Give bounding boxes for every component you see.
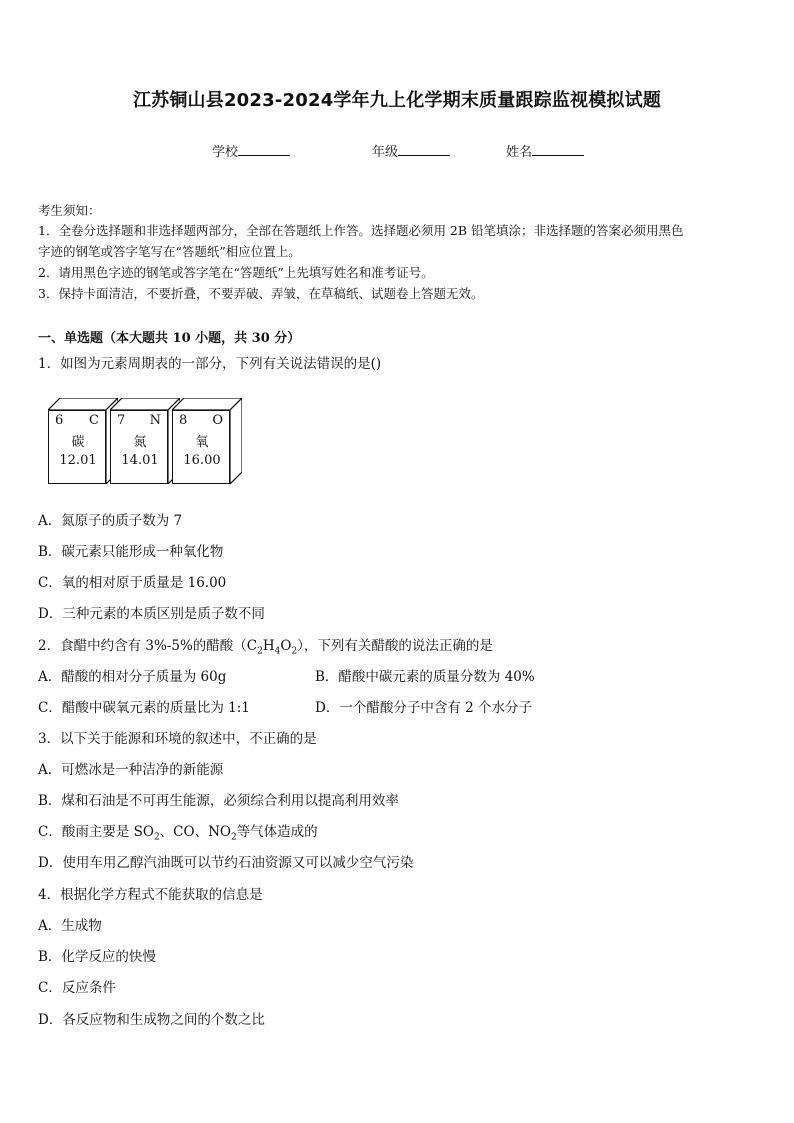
element-tile-nitrogen	[110, 398, 172, 486]
q2-option-c: C．醋酸中碳氧元素的质量比为 1:1	[38, 700, 250, 716]
tile-front-face	[172, 410, 230, 484]
grade-blank	[398, 143, 450, 156]
formula-part: O	[280, 638, 292, 654]
school-blank	[238, 143, 290, 156]
atomic-mass: 12.01	[59, 453, 97, 468]
tile-side-face	[230, 398, 242, 484]
element-symbol: C	[89, 413, 99, 428]
element-symbol: N	[149, 413, 161, 428]
notice-item-1-line-2: 字迹的钢笔或答字笔写在“答题纸”相应位置上。	[38, 244, 301, 259]
q4-option-a: A．生成物	[38, 918, 102, 934]
name-blank	[532, 143, 584, 156]
formula-part: H	[262, 638, 275, 654]
tile-front-face	[110, 410, 168, 484]
formula-subscript: 2	[291, 646, 298, 657]
q3-option-c	[38, 820, 318, 843]
atomic-number: 7	[117, 413, 126, 428]
element-name: 碳	[71, 435, 85, 450]
q4-option-d: D．各反应物和生成物之间的个数之比	[38, 1012, 265, 1028]
periodic-table-fragment	[48, 398, 248, 498]
notice-heading: 考生须知：	[38, 203, 101, 218]
q1-stem: 1．如图为元素周期表的一部分，下列有关说法错误的是()	[38, 356, 382, 372]
element-name: 氮	[133, 435, 147, 450]
q3-option-c-mid: 、CO、NO	[159, 824, 231, 840]
q3-option-b: B．煤和石油是不可再生能源，必须综合利用以提高利用效率	[38, 793, 399, 809]
q2-stem	[38, 634, 493, 657]
q3-option-a: A．可燃冰是一种洁净的新能源	[38, 762, 224, 778]
formula-subscript: 2	[257, 646, 263, 657]
q1-option-b: B．碳元素只能形成一种氧化物	[38, 544, 224, 560]
q2-option-b: B．醋酸中碳元素的质量分数为 40%	[315, 669, 535, 685]
atomic-number: 8	[179, 413, 188, 428]
page-title: 江苏铜山县2023-2024学年九上化学期末质量跟踪监视模拟试题	[132, 90, 662, 111]
q4-stem: 4．根据化学方程式不能获取的信息是	[38, 887, 263, 903]
element-tile-oxygen	[172, 398, 234, 486]
element-name: 氧	[195, 435, 209, 450]
notice-item-2: 2．请用黑色字迹的钢笔或答字笔在“答题纸”上先填写姓名和准考证号。	[38, 265, 434, 280]
name-label: 姓名	[506, 145, 533, 160]
formula-subscript: 4	[274, 646, 281, 657]
grade-field	[372, 141, 450, 160]
q3-stem: 3．以下关于能源和环境的叙述中，不正确的是	[38, 731, 317, 747]
formula-subscript: 2	[153, 832, 160, 843]
q4-option-c: C．反应条件	[38, 980, 116, 996]
q2-option-d: D．一个醋酸分子中含有 2 个水分子	[315, 700, 532, 716]
tile-front-face	[48, 410, 106, 484]
q4-option-b: B．化学反应的快慢	[38, 949, 156, 965]
element-tile-carbon	[48, 398, 110, 486]
name-field	[506, 141, 584, 160]
atomic-mass: 14.01	[121, 453, 159, 468]
grade-label: 年级	[372, 145, 399, 160]
q3-option-c-post: 等气体造成的	[236, 824, 318, 840]
atomic-number: 6	[55, 413, 64, 428]
q3-option-c-pre: C．酸雨主要是 SO	[38, 824, 154, 840]
q2-stem-pre: 2．食醋中约含有 3%-5%的醋酸（C	[38, 638, 258, 654]
q2-stem-post: ），下列有关醋酸的说法正确的是	[297, 638, 493, 654]
q1-option-a: A．氮原子的质子数为 7	[38, 513, 183, 529]
section-title: 一、单选题（本大题共 10 小题，共 30 分）	[38, 331, 301, 346]
q2-option-a: A．醋酸的相对分子质量为 60g	[38, 669, 227, 685]
atomic-mass: 16.00	[183, 453, 221, 468]
school-label: 学校	[212, 145, 239, 160]
formula-subscript: 2	[230, 832, 237, 843]
notice-item-1-line-1: 1．全卷分选择题和非选择题两部分，全部在答题纸上作答。选择题必须用 2B 铅笔填涂；非选择题的答案必须用黑色	[38, 223, 684, 238]
notice-item-3: 3．保持卡面清洁，不要折叠，不要弄破、弄皱，在草稿纸、试题卷上答题无效。	[38, 286, 484, 301]
element-symbol: O	[212, 413, 223, 428]
q1-option-c: C．氧的相对原于质量是 16.00	[38, 575, 227, 591]
q3-option-d: D．使用车用乙醇汽油既可以节约石油资源又可以减少空气污染	[38, 855, 414, 871]
school-field	[212, 141, 290, 160]
q1-option-d: D．三种元素的本质区别是质子数不同	[38, 606, 265, 622]
